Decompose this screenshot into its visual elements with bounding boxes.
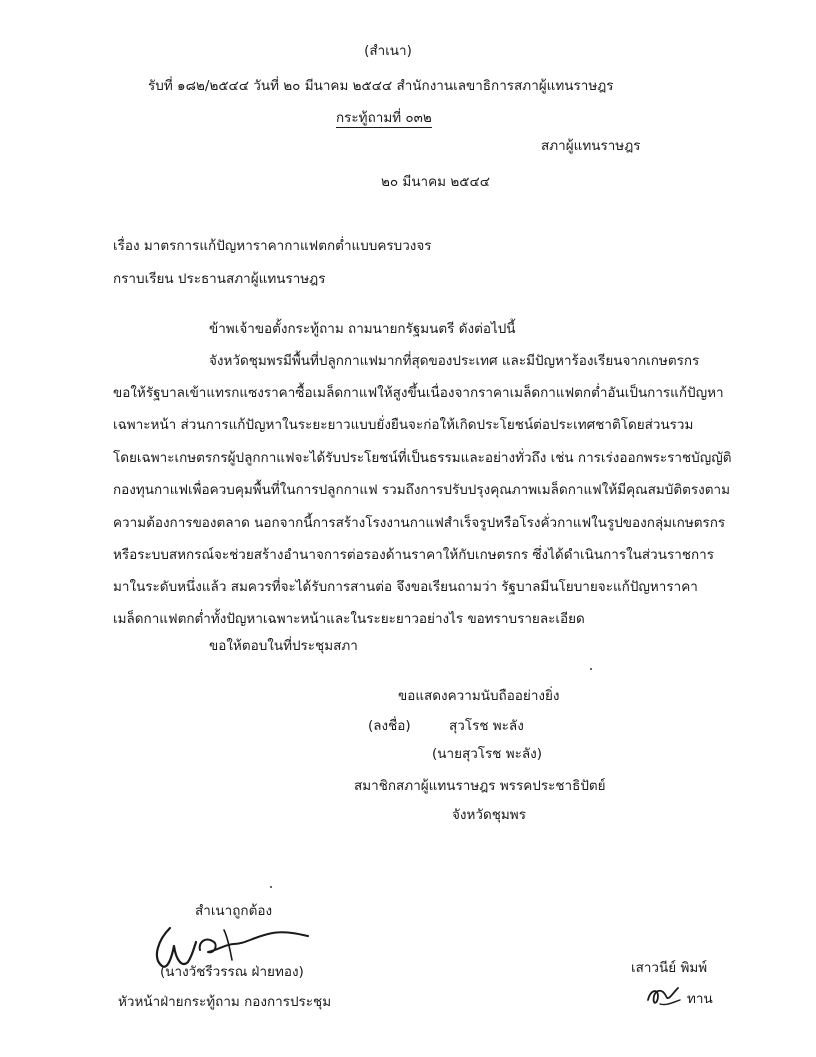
body-line: เฉพาะหน้า ส่วนการแก้ปัญหาในระยะยาวแบบยั่งยืนจะก่อให้เกิดประโยชน์ต่อประเทศชาติโดยส่วนรวม	[113, 417, 694, 433]
body-line: ขอให้รัฐบาลเข้าแทรกแซงราคาซื้อเมล็ดกาแฟให้สูงขึ้นเนื่องจากราคาเมล็ดกาแฟตกต่ำอันเป็นการแก้ปัญหา	[113, 385, 724, 401]
stray-mark	[270, 886, 272, 888]
body-line: จังหวัดชุมพรมีพื้นที่ปลูกกาแฟมากที่สุดของประเทศ และมีปัญหาร้องเรียนจากเกษตรกร	[209, 353, 700, 369]
question-number-text: กระทู้ถามที่ ๐๓๒	[336, 110, 432, 126]
body-line: กองทุนกาแฟเพื่อควบคุมพื้นที่ในการปลูกกาแฟ รวมถึงการปรับปรุงคุณภาพเมล็ดกาแฟให้มีคุณสมบัติตรงตาม	[113, 482, 730, 498]
body-line: มาในระดับหนึ่งแล้ว สมควรที่จะได้รับการสานต่อ จึงขอเรียนถามว่า รัฐบาลมีนโยบายจะแก้ปัญหาราคา	[113, 579, 698, 595]
certifier-title: หัวหน้าฝ่ายกระทู้ถาม กองการประชุม	[118, 994, 332, 1010]
receipt-line: รับที่ ๑๘๒/๒๕๔๔ วันที่ ๒๐ มีนาคม ๒๕๔๔ สำนักงานเลขาธิการสภาผู้แทนราษฎร	[148, 78, 614, 94]
body-line: หรือระบบสหกรณ์จะช่วยสร้างอำนาจการต่อรองด้านราคาให้กับเกษตรกร ซึ่งได้ดำเนินการในส่วนราชการ	[113, 547, 714, 563]
closing: ขอแสดงความนับถืออย่างยิ่ง	[398, 688, 560, 704]
certifier-name: (นางวัชรีวรรณ ฝ่ายทอง)	[160, 964, 304, 980]
typist-name: เสาวนีย์ พิมพ์	[631, 960, 708, 976]
signed-label: (ลงชื่อ)	[368, 718, 411, 734]
checked-mark: ทาน	[687, 991, 713, 1007]
signer-province: จังหวัดชุมพร	[452, 807, 526, 823]
subject: เรื่อง มาตรการแก้ปัญหาราคากาแฟตกต่ำแบบครบวงจร	[113, 238, 432, 254]
body-intro: ข้าพเจ้าขอตั้งกระทู้ถาม ถามนายกรัฐมนตรี ดังต่อไปนี้	[209, 321, 516, 337]
body-line: เมล็ดกาแฟตกต่ำทั้งปัญหาเฉพาะหน้าและในระยะยาวอย่างไร ขอทราบรายละเอียด	[113, 611, 585, 627]
certified-copy: สำเนาถูกต้อง	[195, 903, 273, 919]
signed-name: สุวโรช พะลัง	[449, 718, 524, 734]
body-line: ความต้องการของตลาด นอกจากนี้การสร้างโรงงานกาแฟสำเร็จรูปหรือโรงคั่วกาแฟในรูปของกลุ่มเกษตรกร	[113, 515, 726, 531]
printed-name: (นายสุวโรช พะลัง)	[432, 746, 543, 762]
copy-mark: (สำเนา)	[364, 43, 412, 59]
body-request: ขอให้ตอบในที่ประชุมสภา	[209, 638, 358, 654]
signer-position: สมาชิกสภาผู้แทนราษฎร พรรคประชาธิปัตย์	[354, 778, 606, 794]
document-date: ๒๐ มีนาคม ๒๕๔๔	[381, 174, 490, 190]
place: สภาผู้แทนราษฎร	[541, 138, 641, 154]
initials-mark	[644, 982, 684, 1010]
question-number	[336, 109, 432, 127]
body-line: โดยเฉพาะเกษตรกรผู้ปลูกกาแฟจะได้รับประโยชน์ที่เป็นธรรมและอย่างทั่วถึง เช่น การเร่งออกพระราชบัญญัติ	[113, 450, 732, 466]
stray-mark	[590, 668, 592, 670]
addressee: กราบเรียน ประธานสภาผู้แทนราษฎร	[113, 271, 326, 287]
